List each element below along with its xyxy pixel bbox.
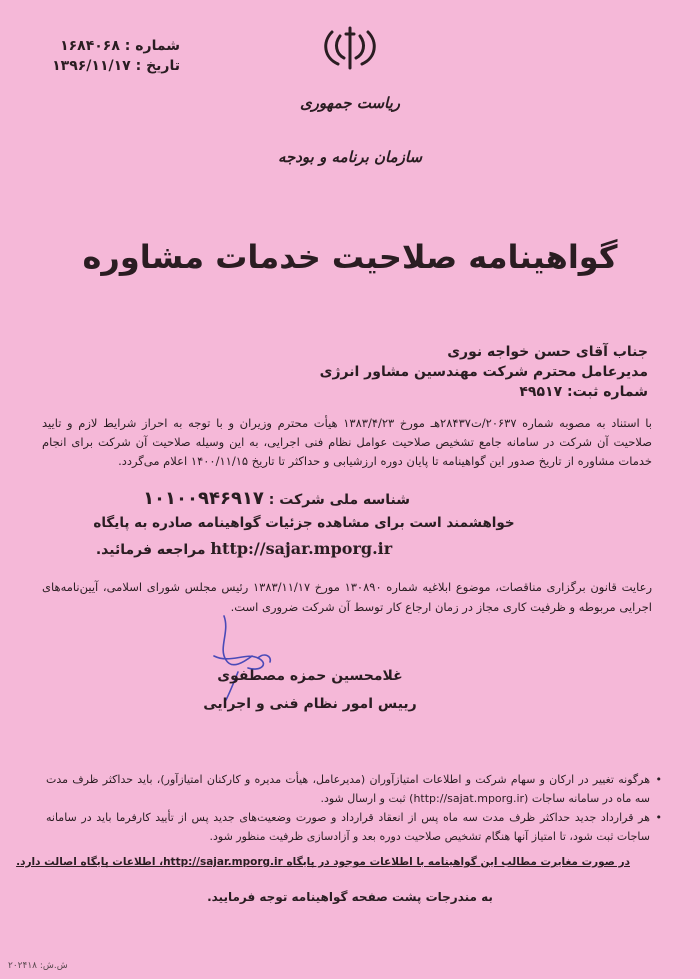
emblem-icon [320, 24, 380, 70]
national-id-label: شناسه ملی شرکت : [268, 492, 410, 508]
request-url-line [24, 539, 464, 558]
authenticity-warning: در صورت مغایرت مطالب این گواهینامه با اطلاعات موجود در پایگاه http://sajar.mporg.ir، اطلاعات پایگاه اصالت دارد. [16, 856, 630, 868]
recipient-name: جناب آقای حسن خواجه نوری [447, 344, 648, 360]
document-date: تاریخ : ۱۳۹۶/۱۱/۱۷ [52, 58, 180, 74]
certificate-body: با استناد به مصوبه شماره ۲۰۶۳۷/ت۲۸۴۳۷هـ مورخ ۱۳۸۳/۴/۲۳ هیأت محترم وزیران و با توجه به احراز شرایط لازم و تایید صلاحیت آن شرکت در سامانه جامع تشخیص صلاحیت عوامل نظام فنی اجرایی، به این وسیله صلاحیت آن شرکت برای انجام خدمات مشاوره از تاریخ صدور این گواهینامه تا پایان دوره ارزشیابی و حداکثر تا تاریخ ۱۴۰۰/۱۱/۱۵ اعلام می‌گردد. [42, 416, 652, 468]
document-number: شماره : ۱۶۸۴۰۶۸ [60, 38, 180, 54]
legal-notice: رعایت قانون برگزاری مناقصات، موضوع ابلاغیه شماره ۱۳۰۸۹۰ مورخ ۱۳۸۳/۱۱/۱۷ رئیس مجلس شورای اسلامی، آیین‌نامه‌های اجرایی مربوطه و ظرفیت کاری مجاز در زمان ارجاع کار توسط آن شرکت ضروری است. [42, 580, 652, 614]
document-meta [40, 36, 180, 76]
back-page-note: به مندرجات پشت صفحه گواهینامه توجه فرمایید. [207, 890, 493, 904]
request-line: خواهشمند است برای مشاهده جزئیات گواهینامه صادره به پایگاه [93, 515, 515, 531]
signatory-title: رییس امور نظام فنی و اجرایی [203, 696, 417, 712]
national-id-value: ۱۰۱۰۰۹۴۶۹۱۷ [143, 488, 264, 509]
org-presidency: ریاست جمهوری [299, 94, 401, 112]
org-plan-budget: سازمان برنامه و بودجه [277, 148, 423, 166]
sajar-link[interactable]: http://sajar.mporg.ir [210, 539, 393, 558]
note-item: • هر قرارداد جدید حداکثر ظرف مدت سه ماه پس از انعقاد قرارداد و صورت وضعیت‌های جدید پس از تأیید کارفرما باید در سامانه ساجات ثبت شود، تا امتیاز آنها هنگام تشخیص صلاحیت دوره بعد و آزادسازی ظرفیت منظور شود. [46, 808, 658, 846]
serial-number: ش.ش: ۲۰۲۴۱۸ [8, 961, 68, 971]
recipient-position: مدیرعامل محترم شرکت مهندسین مشاور انرژی [319, 364, 648, 380]
signatory-name: غلامحسین حمزه مصطفوی [217, 668, 403, 684]
recipient-block [128, 342, 648, 402]
note-item: • هرگونه تغییر در ارکان و سهام شرکت و اطلاعات امتیازآوران (مدیرعامل، هیأت مدیره و کارکنان امتیازآور)، باید حداکثر ظرف مدت سه ماه در سامانه ساجات (http://sajat.mporg.ir) ثبت و ارسال شود. [46, 770, 658, 808]
certificate-title: گواهینامه صلاحیت خدمات مشاوره [82, 238, 618, 276]
request-suffix: مراجعه فرمائید. [95, 542, 206, 558]
registration-number: شماره ثبت: ۴۹۵۱۷ [519, 384, 648, 400]
notes-list [46, 770, 658, 846]
signature-icon [200, 612, 350, 702]
national-id [50, 488, 410, 509]
